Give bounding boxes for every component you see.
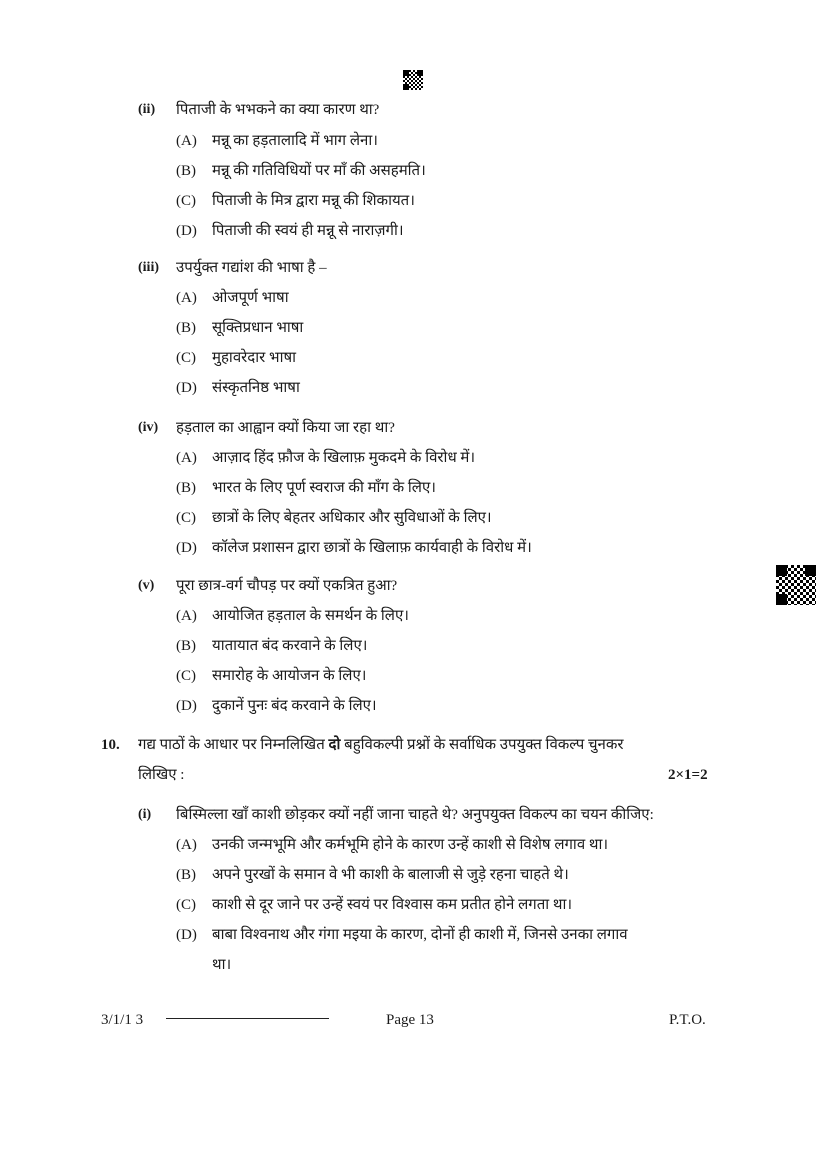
option-label: (C) <box>176 668 196 684</box>
option-text: बाबा विश्वनाथ और गंगा मइया के कारण, दोनों ही काशी में, जिनसे उनका लगाव <box>212 927 628 943</box>
sub-question-text: बिस्मिल्ला खाँ काशी छोड़कर क्यों नहीं जाना चाहते थे? अनुपयुक्त विकल्प का चयन कीजिए: <box>176 807 654 823</box>
question-text: पिताजी के भभकने का क्या कारण था? <box>176 102 380 118</box>
option-label: (B) <box>176 163 196 179</box>
marks: 2×1=2 <box>668 767 708 783</box>
option-text: मन्नू का हड़तालादि में भाग लेना। <box>212 133 378 149</box>
sub-question-number: (i) <box>138 807 152 822</box>
option-label: (A) <box>176 450 197 466</box>
qr-code-top <box>403 70 423 90</box>
option-text: मन्नू की गतिविधियों पर माँ की असहमति। <box>212 163 426 179</box>
question-number: (iii) <box>138 260 159 275</box>
option-label: (C) <box>176 897 196 913</box>
option-label: (A) <box>176 837 197 853</box>
option-text: काशी से दूर जाने पर उन्हें स्वयं पर विश्वास कम प्रतीत होने लगता था। <box>212 897 573 913</box>
option-text: ओजपूर्ण भाषा <box>212 290 289 306</box>
option-label: (A) <box>176 608 197 624</box>
question-text-part: गद्य पाठों के आधार पर निम्नलिखित <box>138 737 329 753</box>
option-text: दुकानें पुनः बंद करवाने के लिए। <box>212 698 377 714</box>
option-label: (A) <box>176 290 197 306</box>
option-text: संस्कृतनिष्ठ भाषा <box>212 380 300 396</box>
option-text: पिताजी की स्वयं ही मन्नू से नाराज़गी। <box>212 223 404 239</box>
option-label: (B) <box>176 320 196 336</box>
option-label: (D) <box>176 927 197 943</box>
paper-code: 3/1/1 3 <box>101 1012 144 1028</box>
option-label: (D) <box>176 698 197 714</box>
option-text: अपने पुरखों के समान वे भी काशी के बालाजी से जुड़े रहना चाहते थे। <box>212 867 569 883</box>
question-number: (ii) <box>138 102 156 117</box>
option-label: (D) <box>176 223 197 239</box>
qr-code-side <box>776 565 816 605</box>
option-text: उनकी जन्मभूमि और कर्मभूमि होने के कारण उन्हें काशी से विशेष लगाव था। <box>212 837 609 853</box>
question-number: (iv) <box>138 420 159 435</box>
option-text: पिताजी के मित्र द्वारा मन्नू की शिकायत। <box>212 193 415 209</box>
question-text: हड़ताल का आह्वान क्यों किया जा रहा था? <box>176 420 395 436</box>
option-text: आज़ाद हिंद फ़ौज के खिलाफ़ मुकदमे के विरोध में। <box>212 450 476 466</box>
page-number: Page 13 <box>386 1012 434 1028</box>
option-text: कॉलेज प्रशासन द्वारा छात्रों के खिलाफ़ कार्यवाही के विरोध में। <box>212 540 532 556</box>
question-text: उपर्युक्त गद्यांश की भाषा है – <box>176 260 327 276</box>
option-label: (D) <box>176 540 197 556</box>
option-label: (D) <box>176 380 197 396</box>
question-text <box>138 735 624 755</box>
option-text-continued: था। <box>212 957 232 973</box>
option-label: (B) <box>176 480 196 496</box>
option-label: (B) <box>176 638 196 654</box>
question-number: 10. <box>101 737 120 753</box>
option-text: समारोह के आयोजन के लिए। <box>212 668 367 684</box>
option-label: (B) <box>176 867 196 883</box>
question-text: पूरा छात्र-वर्ग चौपड़ पर क्यों एकत्रित हुआ? <box>176 578 398 594</box>
question-number: (v) <box>138 578 155 593</box>
option-label: (C) <box>176 350 196 366</box>
question-text-line2: लिखिए : <box>138 767 185 783</box>
option-text: भारत के लिए पूर्ण स्वराज की माँग के लिए। <box>212 480 436 496</box>
question-text-bold: दो <box>328 737 341 753</box>
option-text: सूक्तिप्रधान भाषा <box>212 320 304 336</box>
option-text: छात्रों के लिए बेहतर अधिकार और सुविधाओं के लिए। <box>212 510 492 526</box>
option-text: यातायात बंद करवाने के लिए। <box>212 638 368 654</box>
pto-label: P.T.O. <box>669 1012 706 1028</box>
option-label: (C) <box>176 510 196 526</box>
option-label: (C) <box>176 193 196 209</box>
option-text: आयोजित हड़ताल के समर्थन के लिए। <box>212 608 409 624</box>
option-label: (A) <box>176 133 197 149</box>
option-text: मुहावरेदार भाषा <box>212 350 297 366</box>
question-text-part: बहुविकल्पी प्रश्नों के सर्वाधिक उपयुक्त विकल्प चुनकर <box>340 737 624 753</box>
footer-divider <box>166 1018 329 1019</box>
